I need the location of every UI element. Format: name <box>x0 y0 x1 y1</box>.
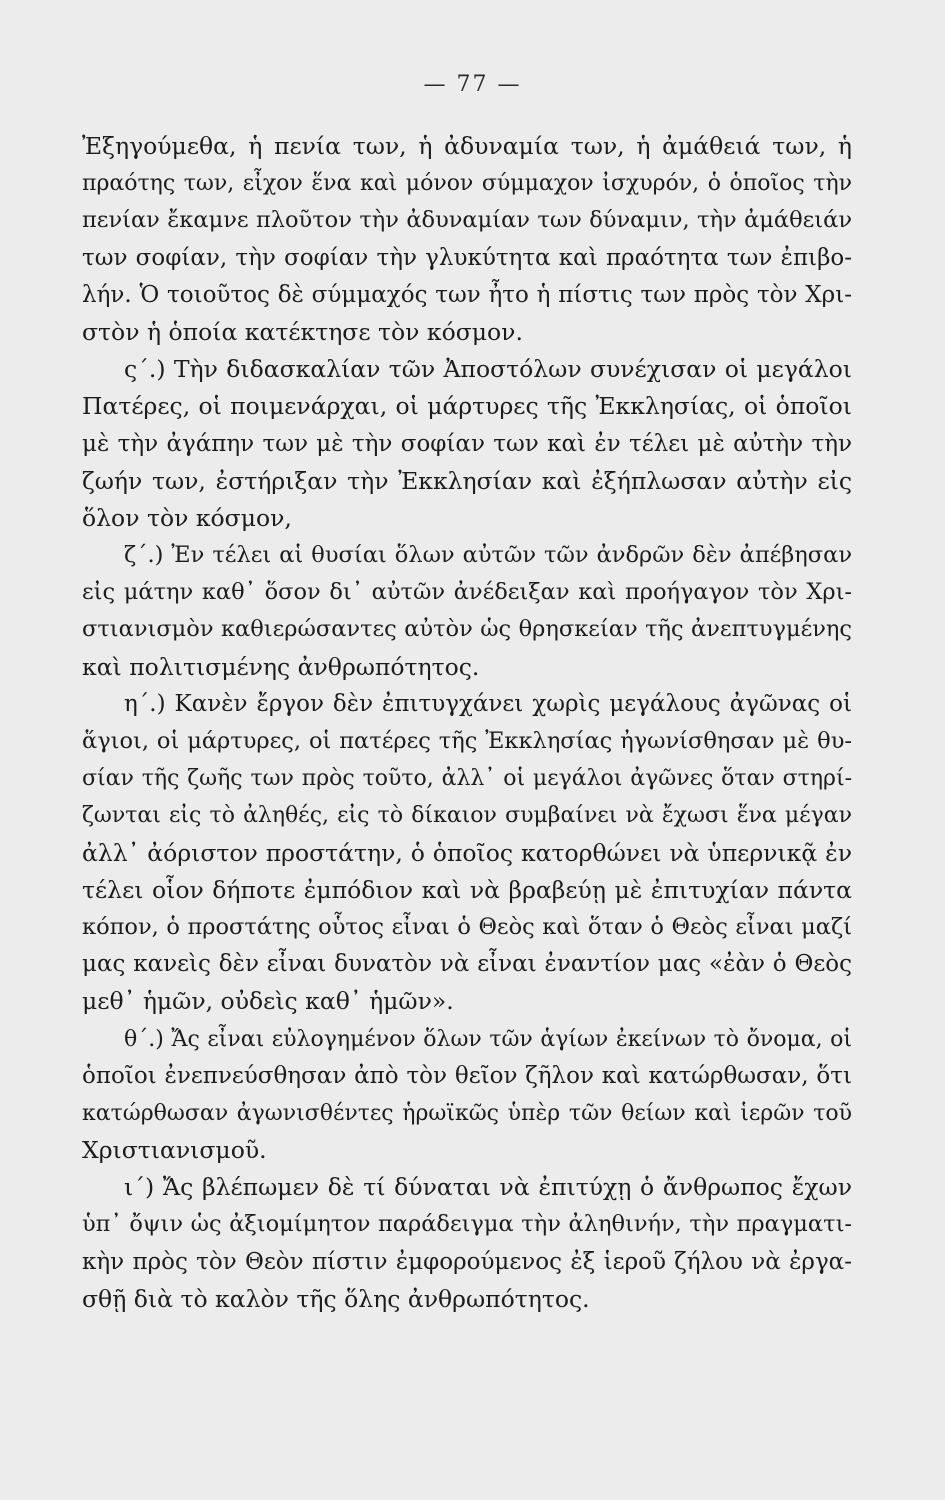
text-line: η΄.) Κανὲν ἔργον δὲν ἐπιτυγχάνει χωρὶς μεγάλους ἀγῶνας οἱ <box>124 690 852 717</box>
text-line: σθῇ διὰ τὸ καλὸν τῆς ὅλης ἀνθρωπότητος. <box>82 1284 590 1313</box>
text-line: μεθ᾽ ἡμῶν, οὐδεὶς καθ᾽ ἡμῶν». <box>82 987 454 1016</box>
text-line: ὁποῖοι ἐνεπνεύσθησαν ἀπὸ τὸν θεῖον ζῆλον καὶ κατώρθωσαν, ὅτι <box>82 1062 852 1089</box>
text-line: ὅλον τὸν κόσμον, <box>82 503 292 532</box>
text-line: τέλει οἷον δήποτε ἐμπόδιον καὶ νὰ βραβεύῃ μὲ ἐπιτυχίαν πάντα <box>82 875 852 904</box>
text-line: ζωήν των, ἐστήριξαν τὴν Ἐκκλησίαν καὶ ἐξήπλωσαν αὐτὴν εἰς <box>82 466 852 495</box>
text-line: στὸν ἡ ὁποία κατέκτησε τὸν κόσμον. <box>82 317 523 346</box>
page-number: — 77 — <box>423 72 522 97</box>
text-line: κὴν πρὸς τὸν Θεὸν πίστιν ἐμφορούμενος ἐξ ἱεροῦ ζήλου νὰ ἐργα- <box>82 1248 852 1275</box>
text-line: καὶ πολιτισμένης ἀνθρωπότητος. <box>82 652 480 681</box>
text-line: των σοφίαν, τὴν σοφίαν τὴν γλυκύτητα καὶ πραότητα των ἐπιβο- <box>82 244 852 271</box>
text-line: στιανισμὸν καθιερώσαντες αὐτὸν ὡς θρησκείαν τῆς ἀνεπτυγμένης <box>82 616 852 643</box>
text-line: θ΄.) Ἄς εἶναι εὐλογημένον ὅλων τῶν ἁγίων ἐκείνων τὸ ὄνομα, οἱ <box>124 1026 852 1052</box>
text-line: ἀλλ᾽ ἀόριστον προστάτην, ὁ ὁποῖος κατορθώνει νὰ ὑπερνικᾷ ἐν <box>82 838 852 867</box>
text-line: εἰς μάτην καθ᾽ ὅσον δι᾽ αὐτῶν ἀνέδειξαν καὶ προήγαγον τὸν Χρι- <box>82 579 852 606</box>
text-line: πραότης των, εἶχον ἕνα καὶ μόνον σύμμαχον ἰσχυρόν, ὁ ὁποῖος τὴν <box>82 171 852 197</box>
text-line: σίαν τῆς ζωῆς των πρὸς τοῦτο, ἀλλ᾽ οἱ μεγάλοι ἀγῶνες ὅταν στηρί- <box>82 766 852 792</box>
text-line: ἅγιοι, οἱ μάρτυρες, οἱ πατέρες τῆς Ἐκκλησίας ἠγωνίσθησαν μὲ θυ- <box>82 728 852 754</box>
text-line: μὲ τὴν ἀγάπην των μὲ τὴν σοφίαν των καὶ ἐν τέλει μὲ αὐτὴν τὴν <box>82 430 852 457</box>
text-line: ζωνται εἰς τὸ ἀληθές, εἰς τὸ δίκαιον συμβαίνει νὰ ἔχωσι ἕνα μέγαν <box>82 803 852 829</box>
text-line: Χριστιανισμοῦ. <box>82 1136 267 1165</box>
text-line: ζ΄.) Ἐν τέλει αἱ θυσίαι ὅλων αὐτῶν τῶν ἀνδρῶν δὲν ἀπέβησαν <box>124 542 852 569</box>
text-line: ὑπ᾽ ὄψιν ὡς ἀξιομίμητον παράδειγμα τὴν ἀληθινήν, τὴν πραγματι- <box>82 1211 852 1238</box>
text-line: ς΄.) Τὴν διδασκαλίαν τῶν Ἀποστόλων συνέχισαν οἱ μεγάλοι <box>124 355 852 384</box>
text-line: πενίαν ἔκαμνε πλοῦτον τὴν ἀδυναμίαν των δύναμιν, τὴν ἀμάθειάν <box>82 207 852 234</box>
text-line: μας κανεὶς δὲν εἶναι δυνατὸν νὰ εἶναι ἐναντίον μας «ἐὰν ὁ Θεὸς <box>82 951 852 978</box>
text-line: λήν. Ὁ τοιοῦτος δὲ σύμμαχός των ἦτο ἡ πίστις των πρὸς τὸν Χρι- <box>82 281 852 308</box>
text-line: κόπον, ὁ προστάτης οὗτος εἶναι ὁ Θεὸς καὶ ὅταν ὁ Θεὸς εἶναι μαζί <box>82 913 852 940</box>
text-line: Ἐξηγούμεθα, ἡ πενία των, ἡ ἀδυναμία των, ἡ ἀμάθειά των, ἡ <box>82 132 852 160</box>
text-line: κατώρθωσαν ἀγωνισθέντες ἡρωϊκῶς ὑπὲρ τῶν θείων καὶ ἱερῶν τοῦ <box>82 1100 852 1126</box>
text-line: ι΄) Ἄς βλέπωμεν δὲ τί δύναται νὰ ἐπιτύχῃ ὁ ἄνθρωπος ἔχων <box>124 1173 852 1202</box>
body-text <box>82 128 852 1318</box>
text-line: Πατέρες, οἱ ποιμενάρχαι, οἱ μάρτυρες τῆς Ἐκκλησίας, οἱ ὁποῖοι <box>82 392 852 421</box>
